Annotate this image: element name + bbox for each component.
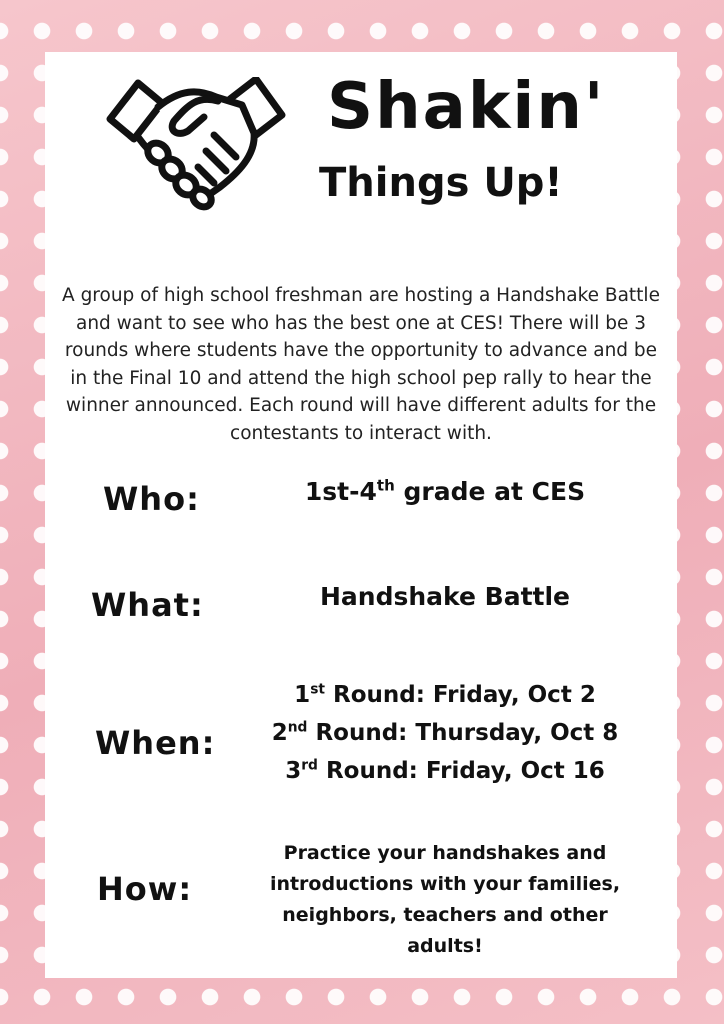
how-label: How: [97,870,193,908]
who-label: Who: [103,480,200,518]
when-round-2 [245,720,645,746]
what-value: Handshake Battle [320,582,570,611]
round-text: Round: Thursday, Oct 8 [307,720,619,746]
round-text: Round: Friday, Oct 16 [317,758,605,784]
when-round-3 [245,758,645,784]
who-value [245,477,645,506]
round-text: Round: Friday, Oct 2 [325,682,596,708]
round-number: 3 [285,758,302,784]
intro-paragraph: A group of high school freshman are hosting a Handshake Battle and want to see who has the best one at CES! There will be 3 rounds where students have the opportunity to advance and be in the Final 10 and attend the high school pep rally to hear the winner announced. Each round will have different adults for the contestants to interact with. [62,285,660,444]
title-line-1: Shakin' [327,70,606,144]
round-ordinal: rd [301,757,318,774]
what-label: What: [91,586,204,624]
round-number: 2 [271,720,288,746]
who-value-end: grade at CES [394,477,586,506]
when-round-1 [245,682,645,708]
how-line-1: Practice your handshakes and [283,842,607,864]
who-value-ordinal: th [376,476,395,495]
who-value-start: 1st-4 [304,477,377,506]
how-line-2: introductions with your families, [269,873,621,895]
round-ordinal: st [310,681,325,698]
when-label: When: [95,724,216,762]
round-number: 1 [294,682,311,708]
how-line-3: neighbors, teachers and other adults! [282,904,608,957]
handshake-icon [102,77,292,217]
flyer-card [45,52,677,978]
round-ordinal: nd [287,719,308,736]
title-line-2: Things Up! [319,160,563,206]
